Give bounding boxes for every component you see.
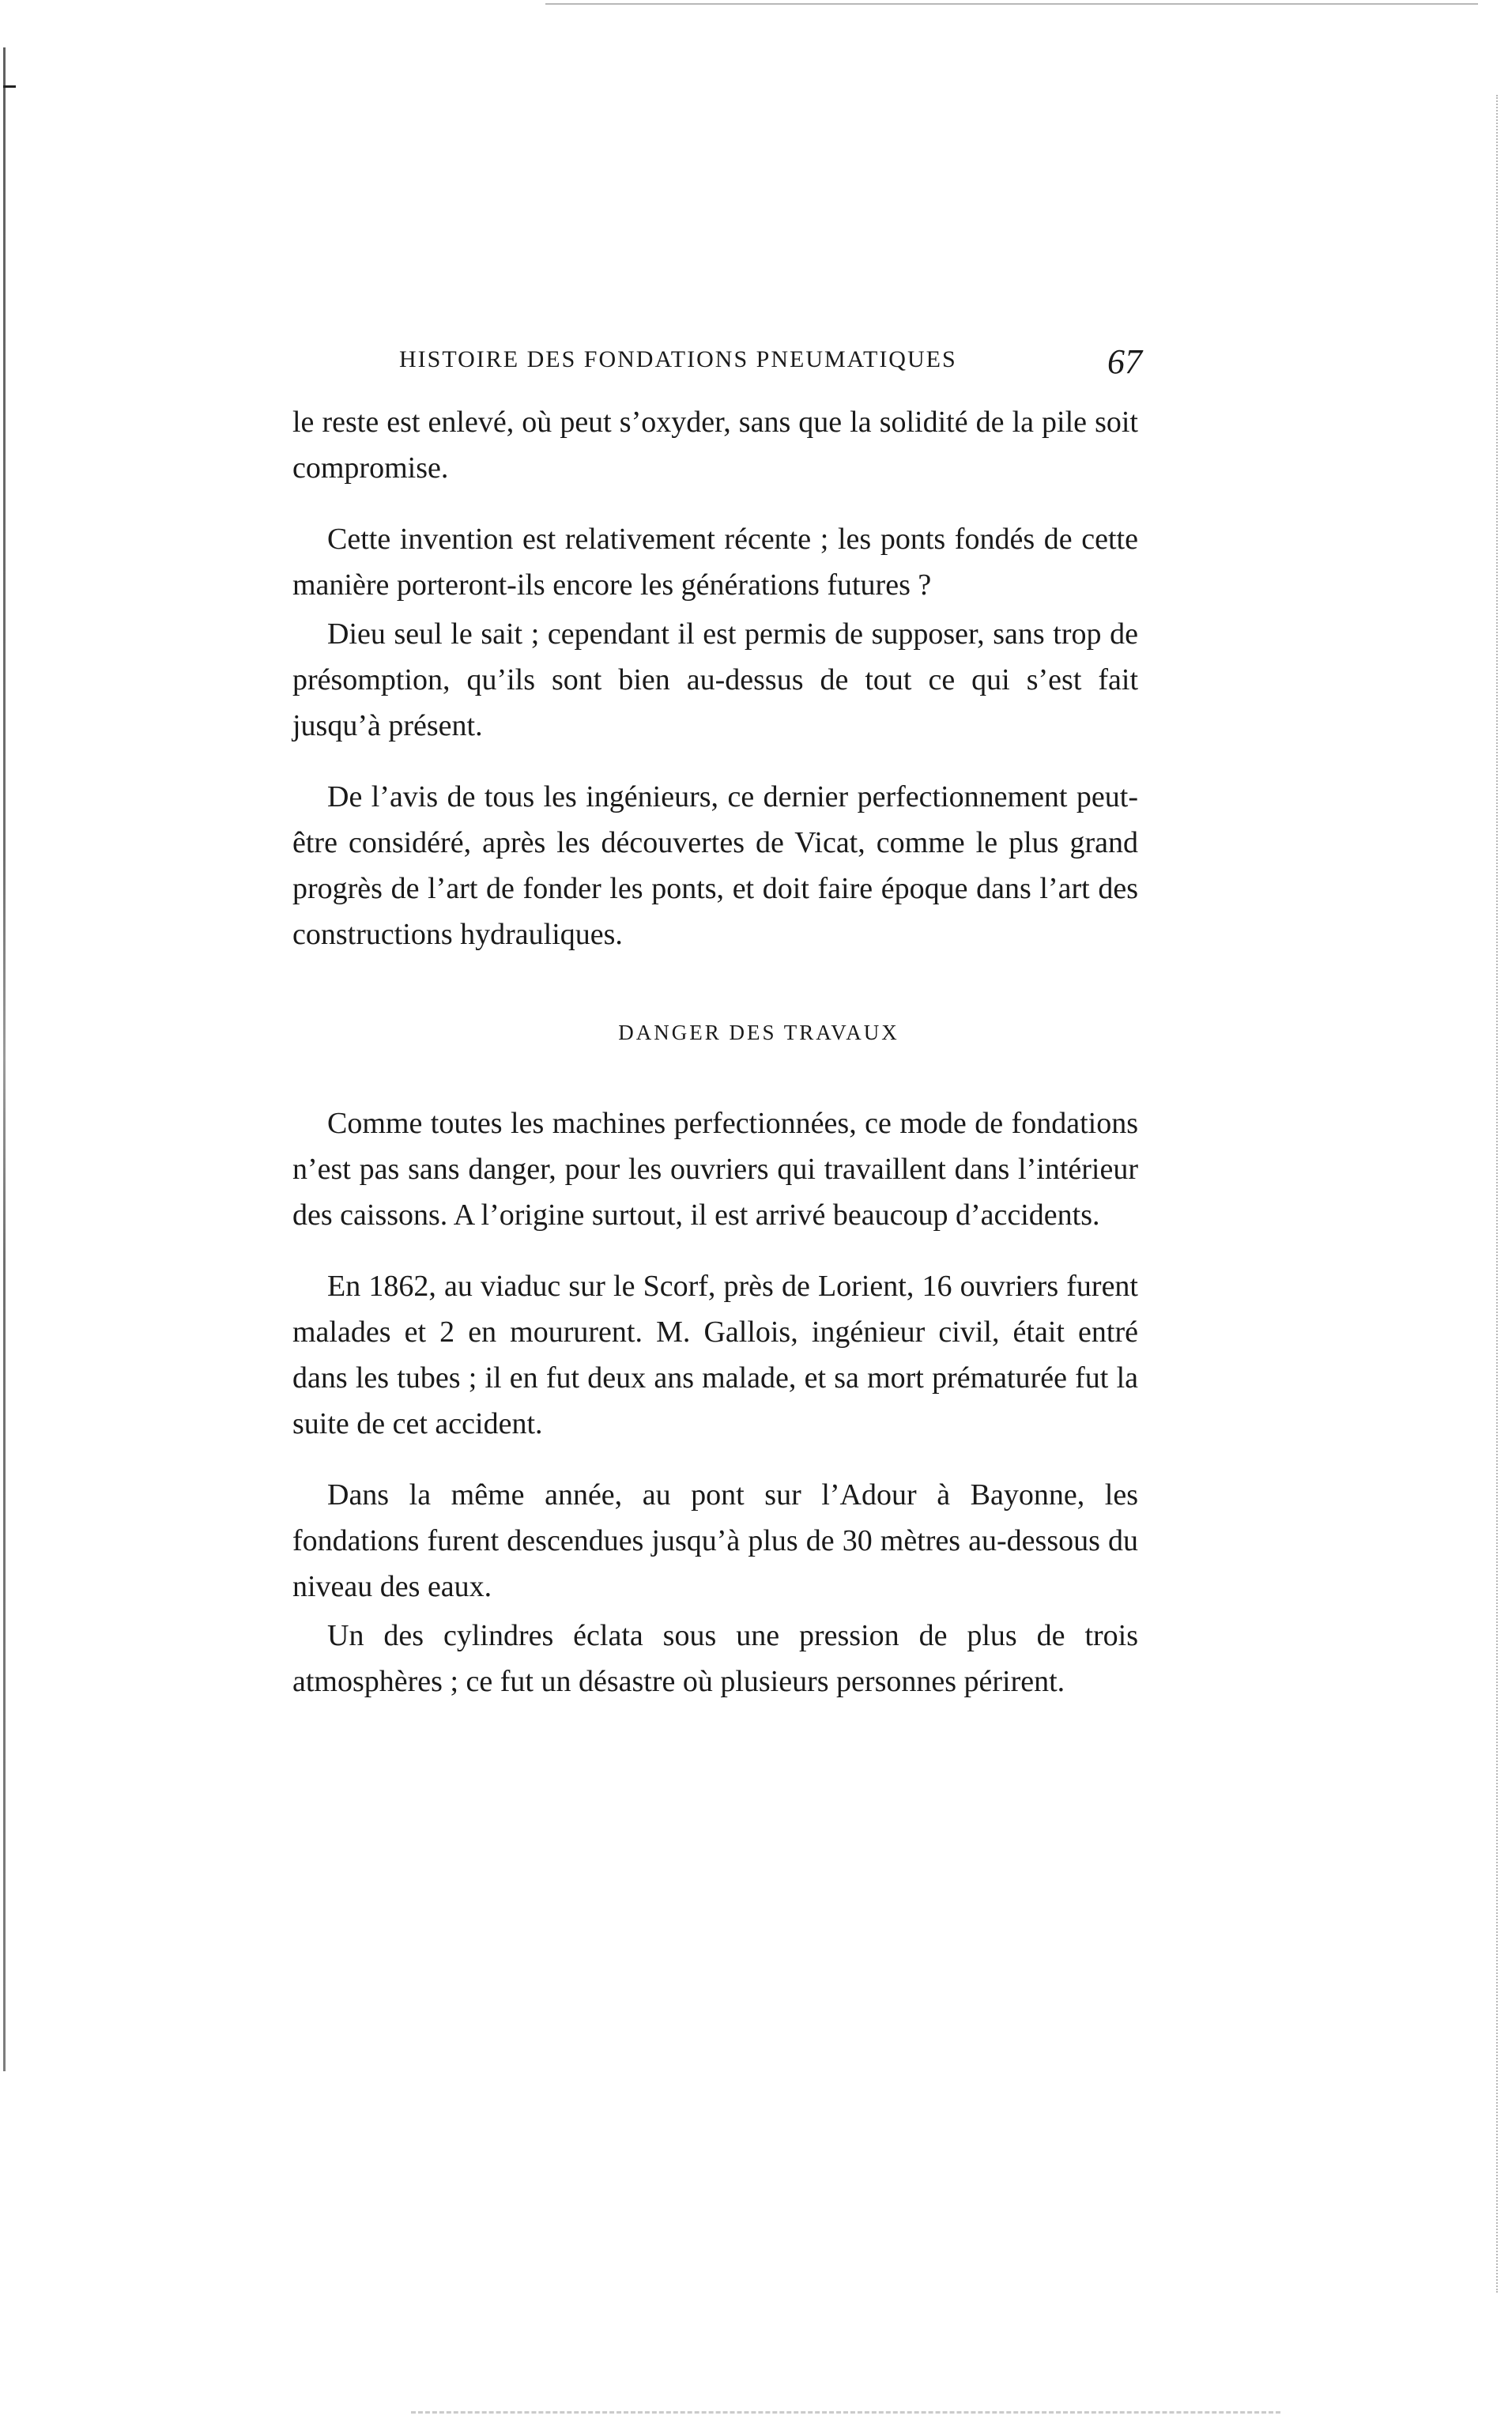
paragraph: Cette invention est relativement récente ; les ponts fondés de cette manière porteront-ils encore les générations futures ?: [292, 523, 1138, 602]
paragraph: En 1862, au viaduc sur le Scorf, près de Lorient, 16 ouvriers furent malades et 2 en moururent. M. Gallois, ingénieur civil, était entré dans les tubes ; il en fut deux ans malade, et sa mort prématurée fut la suite de cet accident.: [292, 1270, 1138, 1440]
paragraph: Comme toutes les machines perfectionnées, ce mode de fondations n’est pas sans danger, pour les ouvriers qui travaillent dans l’intérieur des caissons. A l’origine surtout, il est arrivé beaucoup d’accidents.: [292, 1107, 1138, 1232]
scan-edge-top: [545, 3, 1478, 5]
running-head: HISTOIRE DES FONDATIONS PNEUMATIQUES: [399, 346, 957, 372]
page-number: 67: [1107, 342, 1142, 381]
paragraph: le reste est enlevé, où peut s’oxyder, sans que la solidité de la pile soit compromise.: [292, 406, 1138, 485]
scan-edge-left: [3, 47, 6, 2071]
scan-edge-right: [1496, 95, 1499, 2293]
paragraph: Dieu seul le sait ; cependant il est permis de supposer, sans trop de présomption, qu’ils sont bien au-dessus de tout ce qui s’est fait jusqu’à présent.: [292, 617, 1138, 742]
section-title: DANGER DES TRAVAUX: [618, 1021, 899, 1044]
paragraph: Dans la même année, au pont sur l’Adour à Bayonne, les fondations furent descendues jusqu’à plus de 30 mètres au-dessous du niveau des eaux.: [292, 1478, 1138, 1603]
paragraph: Un des cylindres éclata sous une pression de plus de trois atmosphères ; ce fut un désastre où plusieurs personnes périrent.: [292, 1619, 1138, 1698]
page-header: [399, 342, 1142, 394]
scan-edge-bottom: [411, 2411, 1280, 2414]
scan-edge-mark: [3, 85, 16, 88]
page-body: [292, 399, 1138, 1704]
paragraph: De l’avis de tous les ingénieurs, ce dernier perfectionnement peut-être considéré, après les découvertes de Vicat, comme le plus grand progrès de l’art de fonder les ponts, et doit faire époque dans l’art des constructions hydrauliques.: [292, 780, 1138, 951]
